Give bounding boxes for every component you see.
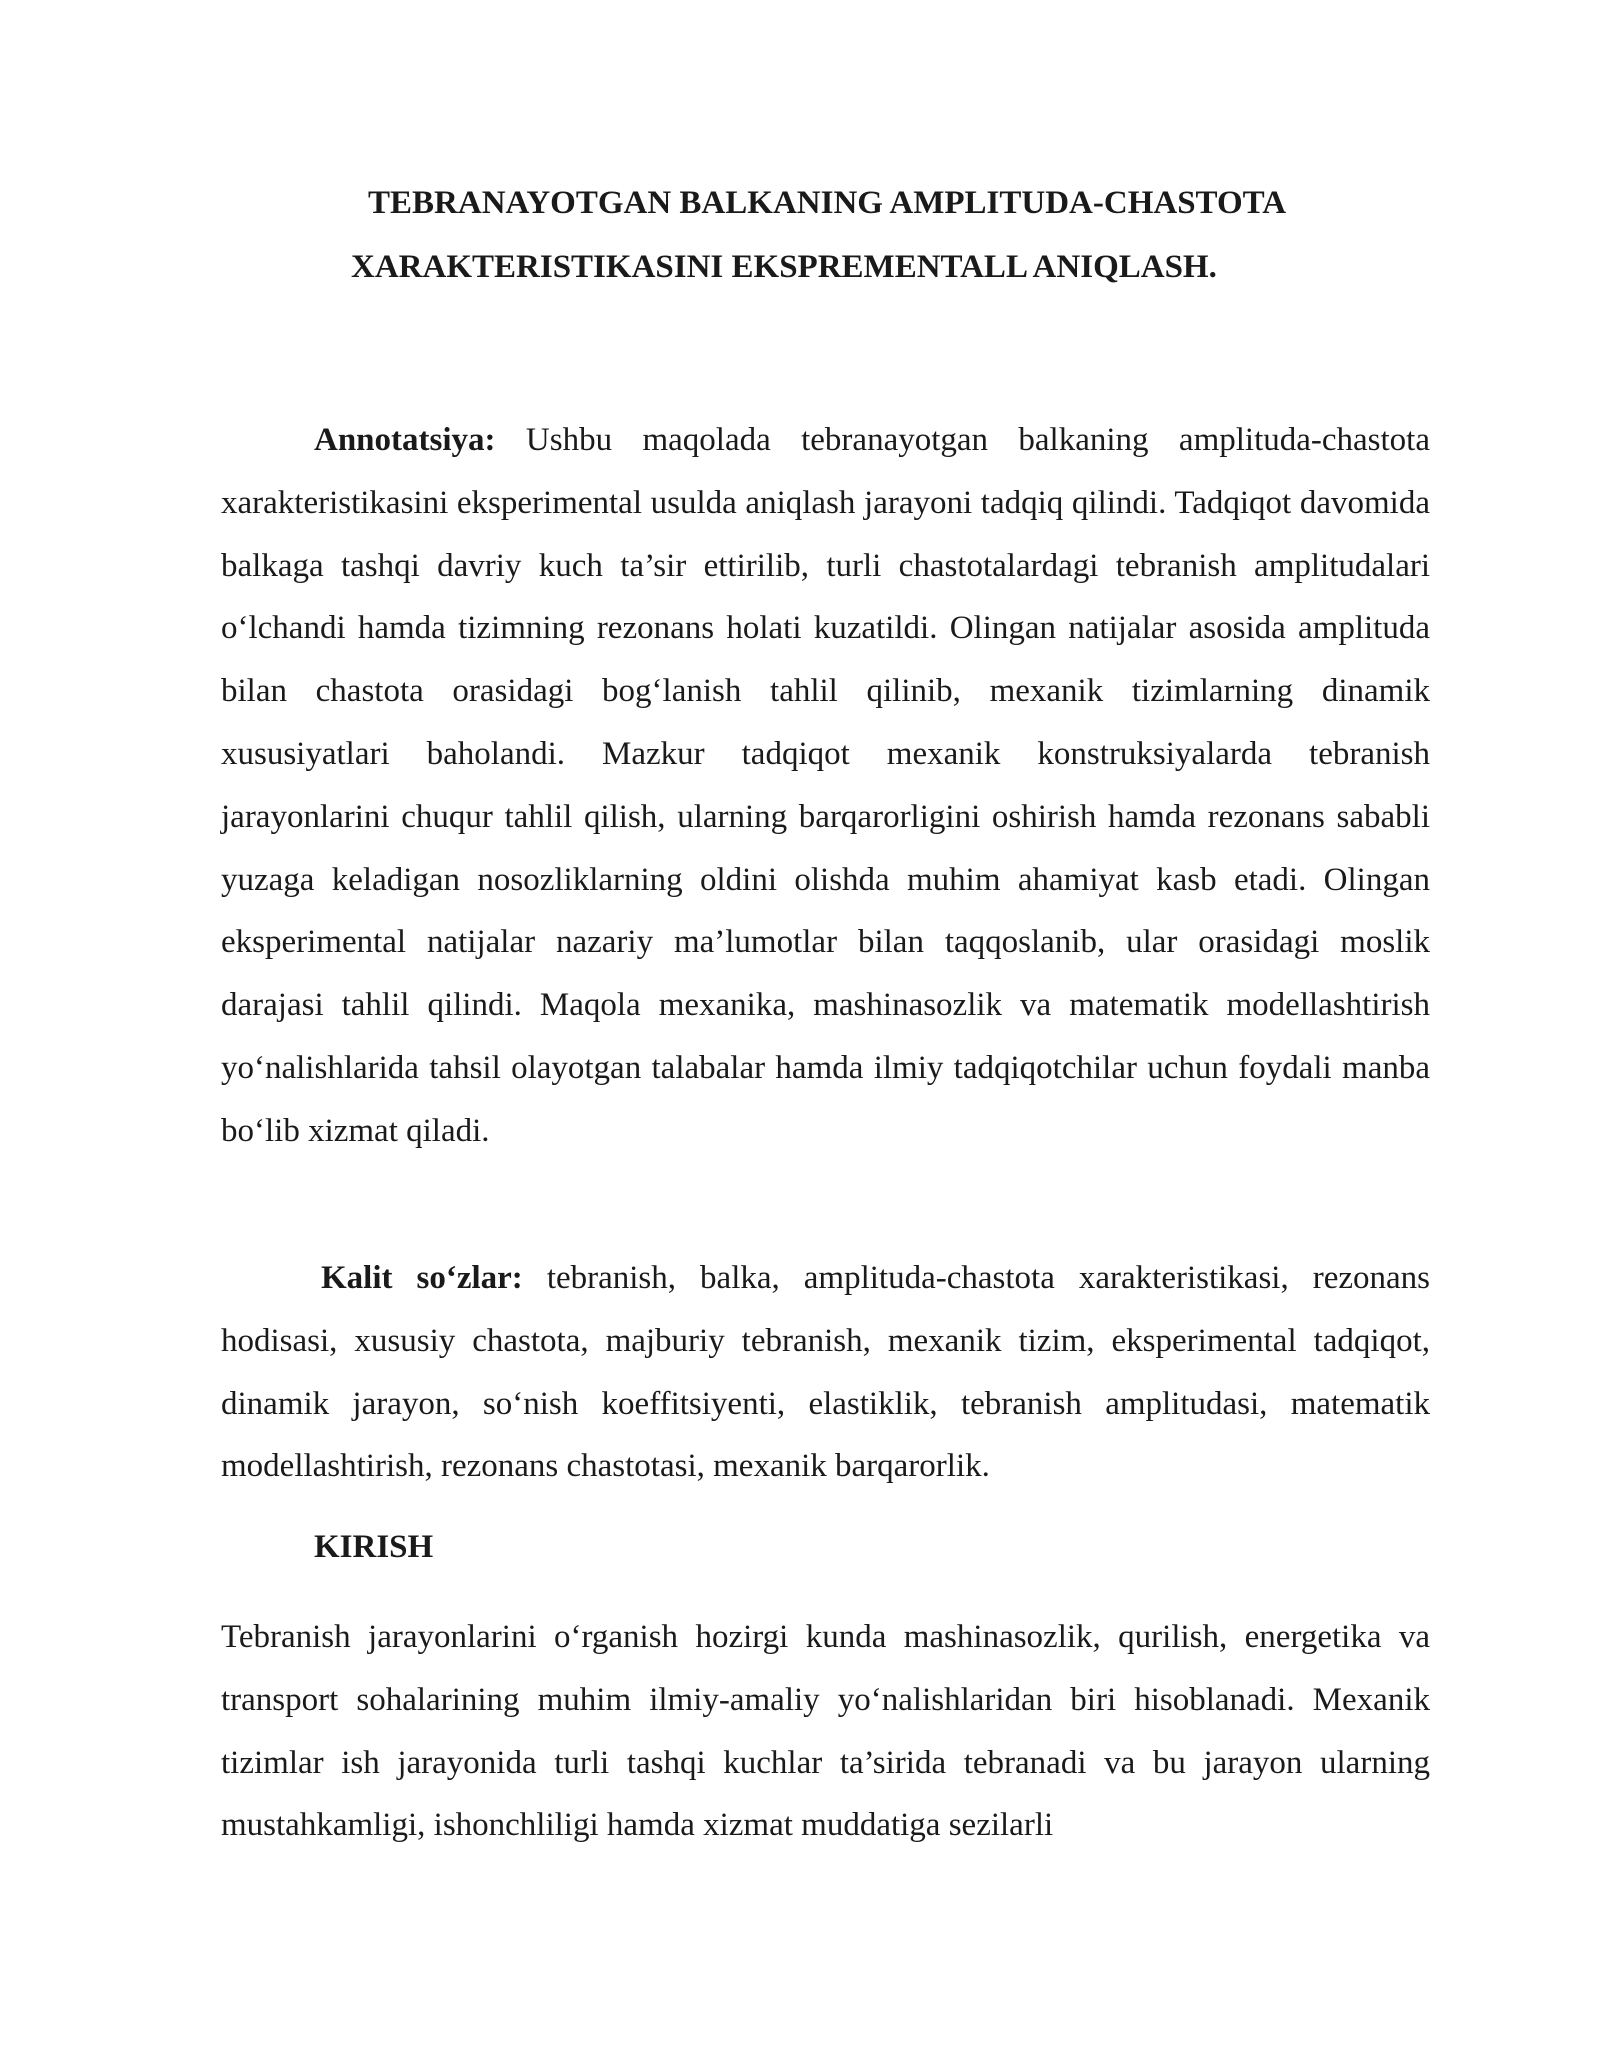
abstract-text: Ushbu maqolada tebranayotgan balkaning amplituda-chastota xarakteristikasini eksperimental usulda aniqlash jarayoni tadqiq qilindi. Tadqiqot davomida balkaga tashqi davriy kuch ta’sir ettirilib, turli chastotalardagi tebranish amplitudalari o‘lchandi hamda tizimning rezonans holati kuzatildi. Olingan natijalar asosida amplituda bilan chastota orasidagi bog‘lanish tahlil qilinib, mexanik tizimlarning dinamik xususiyatlari baholandi. Mazkur tadqiqot mexanik konstruksiyalarda tebranish jarayonlarini chuqur tahlil qilish, ularning barqarorligini oshirish hamda rezonans sababli yuzaga keladigan nosozliklarning oldini olishda muhim ahamiyat kasb etadi. Olingan eksperimental natijalar nazariy ma’lumotlar bilan taqqoslanib, ular orasidagi moslik darajasi tahlil qilindi. Maqola mexanika, mashinasozlik va matematik modellashtirish yo‘nalishlarida tahsil olayotgan talabalar hamda ilmiy tadqiqotchilar uchun foydali manba bo‘lib xizmat qiladi.	[221, 422, 1430, 1149]
abstract-paragraph	[221, 409, 1430, 1163]
keywords-text: tebranish, balka, amplituda-chastota xarakteristikasi, rezonans hodisasi, xususiy chastota, majburiy tebranish, mexanik tizim, eksperimental tadqiqot, dinamik jarayon, so‘nish koeffitsiyenti, elastiklik, tebranish amplitudasi, matematik modellashtirish, rezonans chastotasi, mexanik barqarorlik.	[221, 1260, 1430, 1485]
section-heading-kirish: KIRISH	[314, 1529, 434, 1565]
paper-title-line-1: TEBRANAYOTGAN BALKANING AMPLITUDA-CHASTOTA	[368, 185, 1287, 221]
intro-paragraph: Tebranish jarayonlarini o‘rganish hozirgi kunda mashinasozlik, qurilish, energetika va transport sohalarining muhim ilmiy-amaliy yo‘nalishlaridan biri hisoblanadi. Mexanik tizimlar ish jarayonida turli tashqi kuchlar ta’sirida tebranadi va bu jarayon ularning mustahkamligi, ishonchliligi hamda xizmat muddatiga sezilarli	[221, 1619, 1430, 1844]
keywords-label: Kalit so‘zlar:	[321, 1260, 523, 1296]
paper-title-line-2: XARAKTERISTIKASINI EKSPREMENTALL ANIQLASH.	[351, 249, 1217, 285]
keywords-paragraph	[221, 1247, 1430, 1498]
abstract-label: Annotatsiya:	[314, 422, 496, 458]
